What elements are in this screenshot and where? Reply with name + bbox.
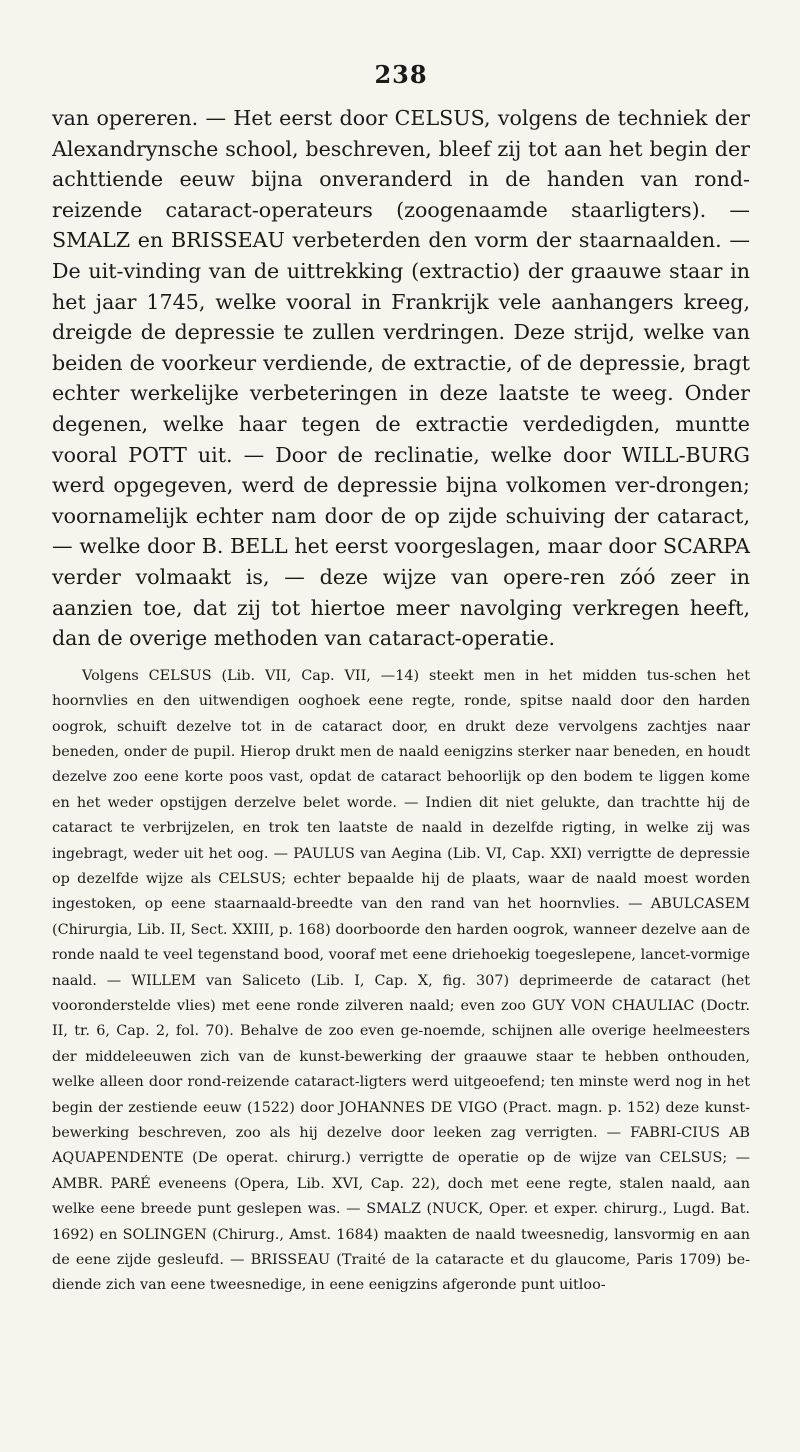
page-number: 238 [374, 60, 428, 89]
footnote-paragraph: Volgens CELSUS (Lib. VII, Cap. VII, —14) steekt men in het midden tus-schen het hoornvlies en den uitwendigen ooghoek eene regte, ronde, spitse naald door den harden oogrok, schuift dezelve tot in de cataract door, en drukt deze vervolgens zachtjes naar beneden, onder de pupil. Hierop drukt men de naald eenigzins sterker naar beneden, en houdt dezelve zoo eene korte poos vast, opdat de cataract behoorlijk op den bodem te liggen kome en het weder opstijgen derzelve belet worde. — Indien dit niet gelukte, dan trachtte hij de cataract te verbrijzelen, en trok ten laatste de naald in dezelfde rigting, in welke zij was ingebragt, weder uit het oog. — PAULUS van Aegina (Lib. VI, Cap. XXI) verrigtte de depressie op dezelfde wijze als CELSUS; echter bepaalde hij de plaats, waar de naald moest worden ingestoken, op eene staarnaald-breedte van den rand van het hoornvlies. — ABULCASEM (Chirurgia, Lib. II, Sect. XXIII, p. 168) doorboorde den harden oogrok, wanneer dezelve aan de ronde naald te veel tegenstand bood, vooraf met eene driehoekig toegeslepene, lancet-vormige naald. — WILLEM van Saliceto (Lib. I, Cap. X, fig. 307) deprimeerde de cataract (het vooronderstelde vlies) met eene ronde zilveren naald; even zoo GUY VON CHAULIAC (Doctr. II, tr. 6, Cap. 2, fol. 70). Behalve de zoo even ge-noemde, schijnen alle overige heelmeesters der middeleeuwen zich van de kunst-bewerking der graauwe staar te hebben onthouden, welke alleen door rond-reizende cataract-ligters werd uitgeoefend; ten minste werd nog in het begin der zestiende eeuw (1522) door JOHANNES DE VIGO (Pract. magn. p. 152) deze kunst-bewerking beschreven, zoo als hij dezelve door leeken zag verrigten. — FABRI-CIUS AB AQUAPENDENTE (De operat. chirurg.) verrigtte de operatie op de wijze van CELSUS; — AMBR. PARÉ eveneens (Opera, Lib. XVI, Cap. 22), doch met eene regte, stalen naald, aan welke eene breede punt geslepen was. — SMALZ (NUCK, Oper. et exper. chirurg., Lugd. Bat. 1692) en SOLINGEN (Chirurg., Amst. 1684) maakten de naald tweesnedig, lansvormig en aan de eene zijde gesleufd. — BRISSEAU (Traité de la cataracte et du glaucome, Paris 1709) be-diende zich van eene tweesnedige, in eene eenigzins afgeronde punt uitloo- [52, 667, 750, 1294]
main-paragraph: van opereren. — Het eerst door CELSUS, volgens de techniek der Alexandrynsche school, beschreven, bleef zij tot aan het begin der achttiende eeuw bijna onveranderd in de handen van rond-reizende cataract-operateurs (zoogenaamde staarligters). — SMALZ en BRISSEAU verbeterden den vorm der staarnaalden. — De uit-vinding van de uittrekking (extractio) der graauwe staar in het jaar 1745, welke vooral in Frankrijk vele aanhangers kreeg, dreigde de depressie te zullen verdringen. Deze strijd, welke van beiden de voorkeur verdiende, de extractie, of de depressie, bragt echter werkelijke verbeteringen in deze laatste te weeg. Onder degenen, welke haar tegen de extractie verdedigden, muntte vooral POTT uit. — Door de reclinatie, welke door WILL-BURG werd opgegeven, werd de depressie bijna volkomen ver-drongen; voornamelijk echter nam door de op zijde schuiving der cataract, — welke door B. BELL het eerst voorgeslagen, maar door SCARPA verder volmaakt is, — deze wijze van opere-ren zóó zeer in aanzien toe, dat zij tot hiertoe meer navolging verkregen heeft, dan de overige methoden van cataract-operatie. [52, 106, 750, 651]
